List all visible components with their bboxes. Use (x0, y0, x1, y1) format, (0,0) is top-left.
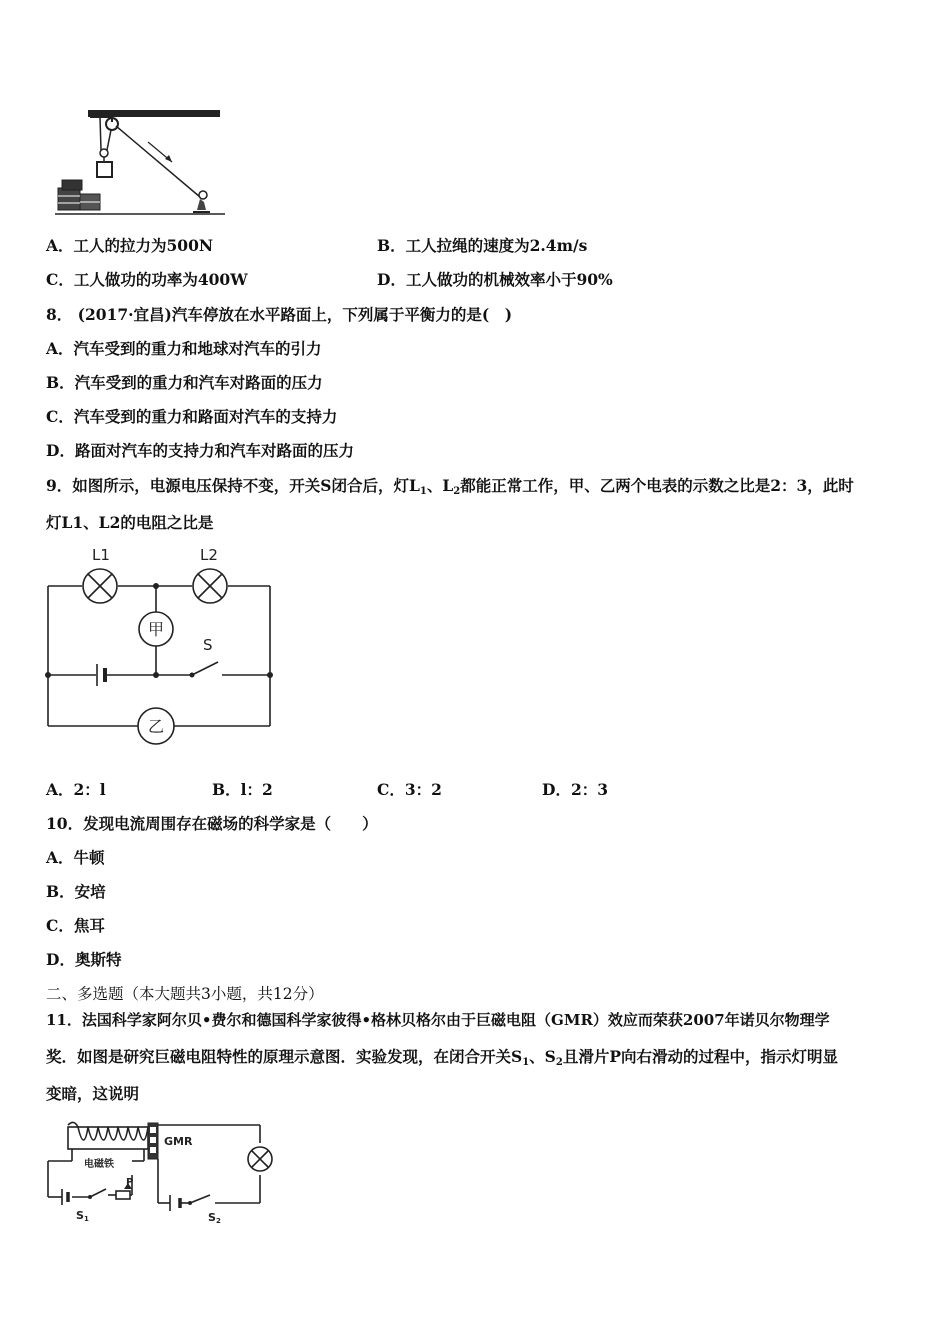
q11-stem-line2: 奖．如图是研究巨磁电阻特性的原理示意图．实验发现，在闭合开关$S_1$、$S_2$且滑片P向右滑动的过程中，指示灯明显 (46, 1047, 839, 1068)
q8-stem: 8． (2017·宜昌)汽车停放在水平路面上，下列属于平衡力的是( ) (46, 305, 513, 324)
s1-label: S1 (76, 1209, 89, 1223)
rope-left (100, 117, 101, 150)
circuit-diagram-q9 (40, 542, 285, 752)
q11-stem-line3: 变暗，这说明 (46, 1084, 140, 1103)
gmr-label: GMR (164, 1135, 193, 1148)
q9-option-a: A．2：l (46, 780, 106, 799)
section-heading: 二、多选题（本大题共3小题，共12分） (46, 985, 324, 1003)
switch-s2 (190, 1195, 210, 1203)
q9-option-b: B．l：2 (212, 780, 273, 799)
gmr-circuit-diagram (40, 1115, 275, 1230)
rope-right (107, 130, 111, 150)
switch-s1 (90, 1189, 106, 1197)
pull-rope (116, 126, 200, 197)
q7-option-a: A．工人的拉力为500N (46, 236, 214, 255)
q10-option-a: A．牛顿 (46, 848, 105, 867)
s2-label: S2 (208, 1211, 221, 1225)
q10-option-d: D．奥斯特 (46, 950, 122, 969)
worker-head (199, 191, 207, 199)
l1-label: L1 (92, 546, 110, 564)
q9-stem: 9．如图所示，电源电压保持不变，开关S闭合后，灯$L_1$、$L_2$都能正常工作，甲、乙两个电表的示数之比是2：3，此时 (46, 476, 854, 497)
indicator-lamp (248, 1147, 272, 1171)
lamp-l2 (193, 569, 227, 603)
meter-yi-label: 乙 (147, 717, 165, 736)
q7-option-b: B．工人拉绳的速度为2.4m/s (377, 236, 588, 255)
q9-option-c: C．3：2 (377, 780, 442, 799)
switch-s (192, 662, 218, 675)
switch-label: S (203, 636, 213, 654)
ceiling-beam (88, 110, 220, 117)
q8-option-a: A．汽车受到的重力和地球对汽车的引力 (46, 339, 322, 358)
q10-stem: 10．发现电流周围存在磁场的科学家是（ ） (46, 814, 378, 833)
electromagnet-label: 电磁铁 (84, 1159, 114, 1170)
p-label: P (126, 1177, 134, 1188)
q10-option-b: B．安培 (46, 882, 106, 901)
q7-option-d: D．工人做功的机械效率小于90% (377, 270, 613, 289)
meter-jia-label: 甲 (147, 620, 165, 639)
q10-option-c: C．焦耳 (46, 916, 105, 935)
pulley-figure (50, 100, 230, 225)
q8-option-d: D．路面对汽车的支持力和汽车对路面的压力 (46, 441, 354, 460)
brick-stack (58, 180, 100, 210)
q8-option-c: C．汽车受到的重力和路面对汽车的支持力 (46, 407, 338, 426)
q8-option-b: B．汽车受到的重力和汽车对路面的压力 (46, 373, 323, 392)
q9-option-d: D．2：3 (542, 780, 609, 799)
q11-stem-line1: 11．法国科学家阿尔贝•费尔和德国科学家彼得•格林贝格尔由于巨磁电阻（GMR）效应而荣获2007年诺贝尔物理学 (46, 1011, 830, 1029)
slide-rheostat (116, 1191, 130, 1199)
lamp-l1 (83, 569, 117, 603)
l2-label: L2 (200, 546, 218, 564)
load-box (97, 162, 112, 177)
movable-pulley (100, 149, 108, 157)
q9-stem-line2: 灯L1、L2的电阻之比是 (46, 513, 214, 532)
q7-option-c: C．工人做功的功率为400W (46, 270, 248, 289)
